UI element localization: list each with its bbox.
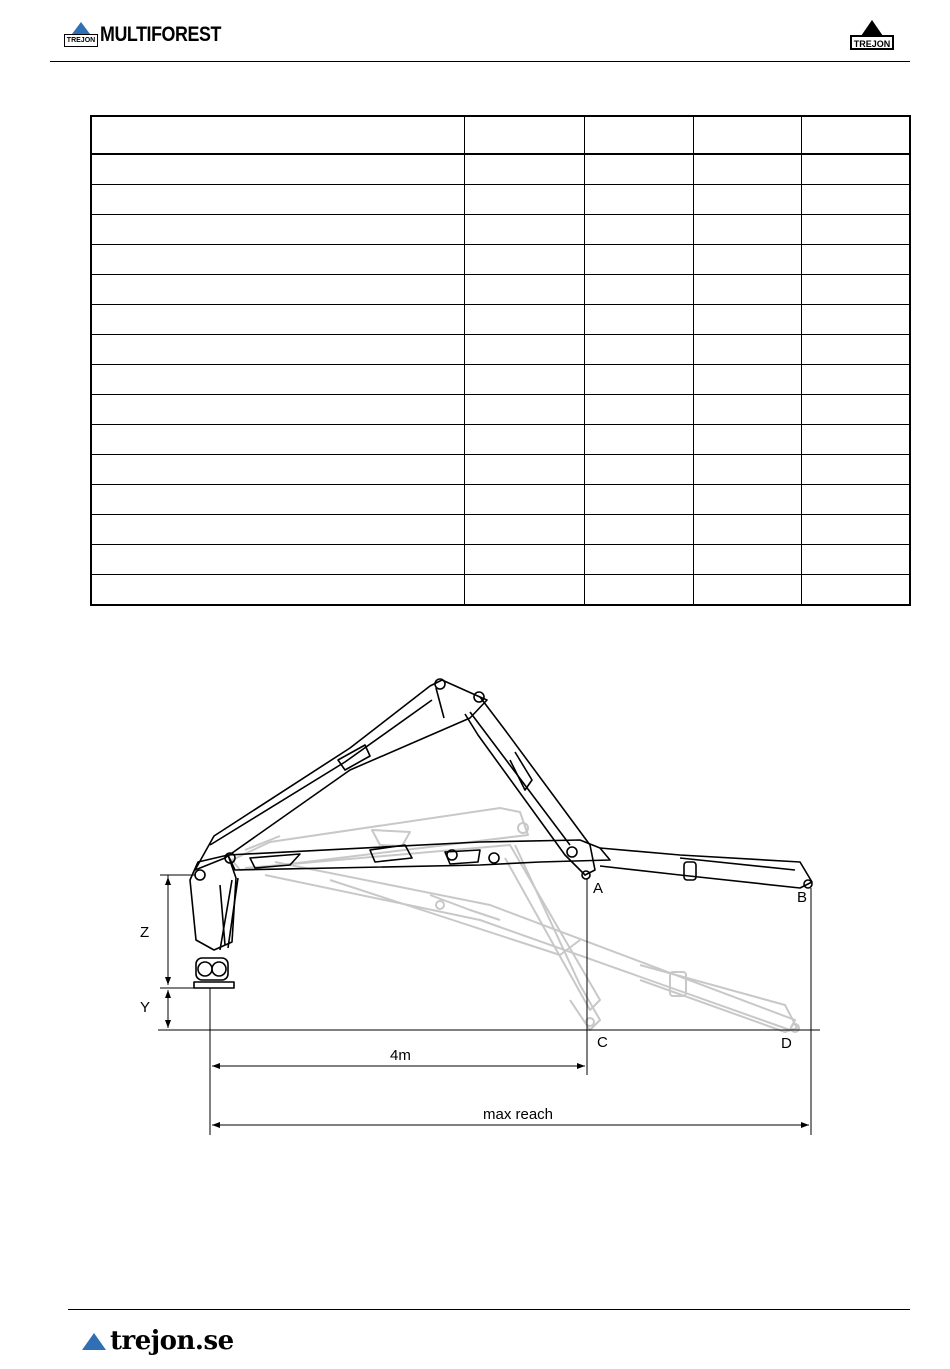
table-cell: [693, 116, 801, 154]
table-cell: [91, 215, 464, 245]
table-cell: [584, 305, 693, 335]
table-cell: [693, 215, 801, 245]
trejon-logo-label: TREJON: [850, 35, 894, 50]
table-cell: [584, 335, 693, 365]
table-cell: [693, 455, 801, 485]
table-cell: [801, 305, 910, 335]
table-cell: [464, 455, 584, 485]
table-row: [91, 575, 910, 606]
table-cell: [693, 365, 801, 395]
table-cell: [584, 515, 693, 545]
table-cell: [91, 575, 464, 606]
table-cell: [584, 575, 693, 606]
table-row: [91, 425, 910, 455]
table-cell: [693, 575, 801, 606]
table-row: [91, 365, 910, 395]
table-cell: [464, 154, 584, 185]
max-reach-label: max reach: [483, 1106, 554, 1123]
table-cell: [801, 365, 910, 395]
table-row: [91, 154, 910, 185]
trejon-badge-icon: [64, 22, 98, 48]
table-cell: [464, 245, 584, 275]
table-row: [91, 335, 910, 365]
table-row: [91, 515, 910, 545]
point-d-label: D: [781, 1035, 792, 1052]
table-cell: [91, 425, 464, 455]
table-cell: [91, 116, 464, 154]
table-cell: [801, 215, 910, 245]
table-cell: [693, 335, 801, 365]
table-cell: [91, 365, 464, 395]
brand-badge-label: TREJON: [64, 34, 98, 47]
footer-logo[interactable]: [82, 1326, 234, 1356]
table-cell: [584, 455, 693, 485]
table-cell: [91, 395, 464, 425]
table-cell: [801, 485, 910, 515]
table-cell: [91, 485, 464, 515]
table-cell: [693, 275, 801, 305]
table-row: [91, 215, 910, 245]
table-cell: [584, 154, 693, 185]
point-b-label: B: [797, 889, 808, 906]
table-cell: [464, 365, 584, 395]
website-link[interactable]: trejon.se: [110, 1326, 234, 1356]
table-cell: [464, 335, 584, 365]
height-y-label: Y: [140, 999, 151, 1016]
table-cell: [693, 154, 801, 185]
table-cell: [464, 275, 584, 305]
trejon-triangle-icon: [861, 20, 883, 36]
table-cell: [464, 575, 584, 606]
table-cell: [693, 485, 801, 515]
table-cell: [464, 485, 584, 515]
table-cell: [584, 275, 693, 305]
table-cell: [584, 545, 693, 575]
crane-raised-position: [190, 679, 812, 988]
table-cell: [91, 305, 464, 335]
table-row: [91, 485, 910, 515]
table-cell: [801, 335, 910, 365]
table-cell: [91, 275, 464, 305]
table-cell: [693, 245, 801, 275]
table-row: [91, 275, 910, 305]
table-cell: [584, 365, 693, 395]
table-cell: [464, 395, 584, 425]
table-cell: [693, 395, 801, 425]
table-cell: [584, 116, 693, 154]
footer-divider: [68, 1309, 910, 1310]
table-cell: [693, 515, 801, 545]
table-cell: [91, 185, 464, 215]
height-z-label: Z: [140, 924, 150, 941]
table-row: [91, 545, 910, 575]
table-cell: [91, 335, 464, 365]
table-cell: [693, 545, 801, 575]
triangle-logo-icon: [82, 1333, 106, 1350]
table-cell: [464, 116, 584, 154]
table-cell: [801, 154, 910, 185]
table-row: [91, 305, 910, 335]
table-cell: [464, 515, 584, 545]
table-cell: [801, 515, 910, 545]
table-cell: [801, 185, 910, 215]
table-cell: [464, 215, 584, 245]
table-cell: [464, 305, 584, 335]
table-cell: [584, 425, 693, 455]
table-row: [91, 395, 910, 425]
table-cell: [584, 185, 693, 215]
table-cell: [693, 185, 801, 215]
crane-reach-diagram: [0, 640, 950, 1160]
table-cell: [584, 215, 693, 245]
table-cell: [801, 545, 910, 575]
spec-table: [90, 115, 911, 606]
table-cell: [801, 275, 910, 305]
table-cell: [464, 185, 584, 215]
table-cell: [801, 575, 910, 606]
table-cell: [801, 455, 910, 485]
page-header: [0, 0, 950, 64]
table-cell: [91, 154, 464, 185]
table-cell: [693, 305, 801, 335]
table-row: [91, 185, 910, 215]
table-header-row: [91, 116, 910, 154]
table-row: [91, 455, 910, 485]
table-cell: [464, 545, 584, 575]
table-cell: [801, 395, 910, 425]
table-cell: [584, 485, 693, 515]
table-cell: [91, 245, 464, 275]
table-cell: [91, 545, 464, 575]
table-cell: [584, 395, 693, 425]
table-cell: [801, 116, 910, 154]
table-cell: [693, 425, 801, 455]
point-c-label: C: [597, 1034, 608, 1051]
table-cell: [801, 425, 910, 455]
header-divider: [50, 61, 910, 62]
table-row: [91, 245, 910, 275]
table-cell: [464, 425, 584, 455]
brand-name: MULTIFOREST: [100, 23, 221, 46]
table-cell: [91, 515, 464, 545]
trejon-logo: [848, 20, 898, 54]
table-cell: [801, 245, 910, 275]
multiforest-logo: [64, 22, 242, 48]
point-a-label: A: [593, 880, 604, 897]
table-cell: [584, 245, 693, 275]
table-cell: [91, 455, 464, 485]
dimension-4m-label: 4m: [390, 1047, 411, 1064]
